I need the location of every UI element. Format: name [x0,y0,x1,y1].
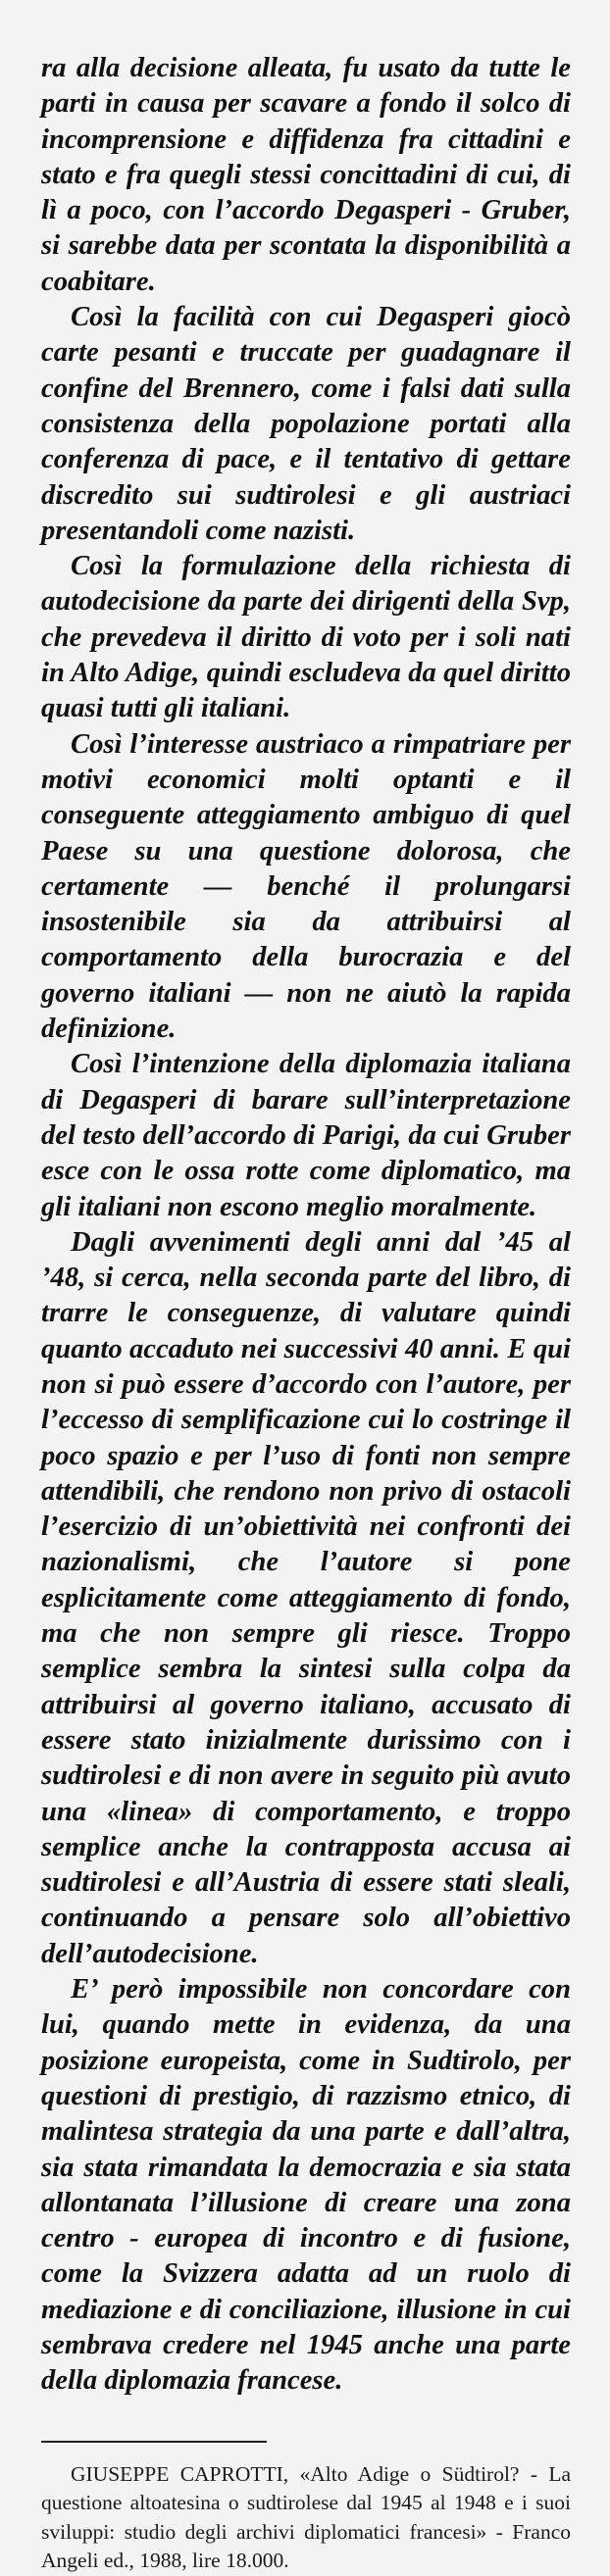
paragraph-avvenimenti-45-48: Dagli avvenimenti degli anni dal ’45 al ’48, si cerca, nella seconda parte del libro, di trarre le conseguenze, di valutare quindi quanto accaduto nei successivi 40 anni. E qui non si può essere d’accordo con l’autore, per l’eccesso di semplificazione cui lo costringe il poco spazio e per l’uso di fonti non sempre attendibili, che rendono non privo di ostacoli l’esercizio di un’obiettività nei confronti dei nazionalismi, che l’autore si pone esplicitamente come atteggiamento di fondo, ma che non sempre gli riesce. Troppo semplice sembra la sintesi sulla colpa da attribuirsi al governo italiano, accusato di essere stato inizialmente durissimo con i sudtirolesi e di non avere in seguito più avuto una «linea» di comportamento, e troppo semplice anche la contrapposta accusa ai sudtirolesi e all’Austria di essere stati sleali, continuando a pensare solo all’obiettivo dell’autodecisione. [41,1226,571,1969]
paragraph-continuation: ra alla decisione alleata, fu usato da tutte le parti in causa per scavare a fondo il solco di incomprensione e diffidenza fra cittadini e stato e fra quegli stessi concittadini di cui, di lì a poco, con l’accordo Degasperi - Gruber, si sarebbe data per scontata la disponibilità a coabitare. [41,53,571,297]
paragraph-svp-autodecisione: Così la formulazione della richiesta di autodecisione da parte dei dirigenti della Svp, che prevedeva il diritto di voto per i soli nati in Alto Adige, quindi escludeva da quel diritto quasi tutti gli italiani. [41,551,571,724]
citation-divider [41,2441,267,2443]
paragraph-diplomazia-italiana: Così l’intenzione della diplomazia italiana di Degasperi di barare sull’interpretazione del testo dell’accordo di Parigi, da cui Gruber esce con le ossa rotte come diplomatico, ma gli italiani non escono meglio moralmente. [41,1049,571,1222]
paragraph-posizione-europeista: E’ però impossibile non concordare con lui, quando mette in evidenza, da una posizione europeista, come in Sudtirolo, per questioni di prestigio, di razzismo etnico, di malintesa strategia da una parte e dall’altra, sia stata rimandata la democrazia e sia stata allontanata l’illusione di creare una zona centro - europea di incontro e di fusione, come la Svizzera adatta ad un ruolo di mediazione e di conciliazione, illusione in cui sembrava credere nel 1945 anche una parte della diplomazia francese. [41,1974,571,2397]
article-column [41,51,571,2576]
paragraph-degasperi-brennero: Così la facilità con cui Degasperi giocò carte pesanti e truccate per guadagnare il confine del Brennero, come i falsi dati sulla consistenza della popolazione portati alla conferenza di pace, e il tentativo di gettare discredito sui sudtirolesi e gli austriaci presentandoli come nazisti. [41,302,571,546]
book-citation: GIUSEPPE CAPROTTI, «Alto Adige o Südtirol? - La questione altoatesina o sudtirolese dal 1945 al 1948 e i suoi sviluppi: studio degli archivi diplomatici francesi» - Franco Angeli ed., 1988, lire 18.000. [41,2461,571,2573]
paragraph-interesse-austriaco: Così l’interesse austriaco a rimpatriare per motivi economici molti optanti e il conseguente atteggiamento ambiguo di quel Paese su una questione dolorosa, che certamente — benché il prolungarsi insostenibile sia da attribuirsi al comportamento della burocrazia e del governo italiani — non ne aiutò la rapida definizione. [41,728,571,1045]
